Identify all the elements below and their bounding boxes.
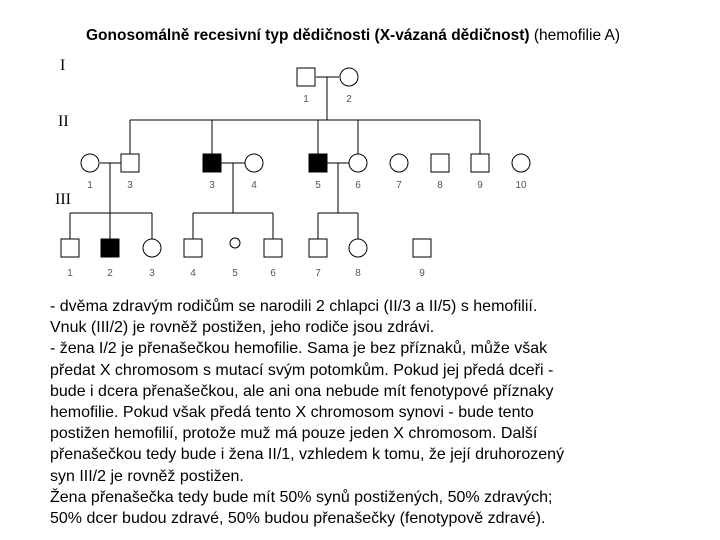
individual-number: 8	[437, 180, 443, 191]
unaffected-male-symbol	[297, 68, 315, 86]
individual-number: 5	[315, 180, 321, 191]
generation-label-1: I	[60, 57, 66, 74]
text-line: předat X chromosom s mutací svým potomkům. Pokud jej předá dceři -	[50, 361, 554, 379]
text-line: postižen hemofilií, protože muž má pouze jeden X chromosom. Další	[50, 425, 538, 443]
individual-number: 4	[190, 268, 196, 279]
unaffected-male-symbol	[184, 239, 202, 257]
individual-number: 1	[87, 180, 93, 191]
individual-number: 5	[232, 268, 238, 279]
individual-number: 3	[149, 268, 155, 279]
text-line: hemofilie. Pokud však předá tento X chromosom synovi - bude tento	[50, 404, 534, 422]
unaffected-male-symbol	[471, 154, 489, 172]
generation-label-3: III	[55, 191, 71, 208]
individual-number: 8	[355, 268, 361, 279]
unaffected-female-symbol	[349, 154, 367, 172]
individual-number: 4	[251, 180, 257, 191]
text-line: bude i dcera přenašečkou, ale ani ona nebude mít fenotypové příznaky	[50, 382, 554, 400]
affected-male-symbol	[101, 239, 119, 257]
pedigree-symbols	[61, 68, 530, 279]
text-line: 50% dcer budou zdravé, 50% budou přenašečky (fenotypově zdravé).	[50, 510, 546, 528]
unaffected-female-symbol	[512, 154, 530, 172]
unaffected-male-symbol	[61, 239, 79, 257]
unaffected-male-symbol	[413, 239, 431, 257]
individual-number: 10	[515, 180, 527, 191]
individual-number: 6	[270, 268, 276, 279]
generation-label-2: II	[58, 113, 69, 130]
title-main: Gonosomálně recesivní typ dědičnosti (X-vázaná dědičnost)	[85, 27, 530, 44]
affected-male-symbol	[203, 154, 221, 172]
explanation-text	[50, 296, 710, 529]
unaffected-male-symbol	[431, 154, 449, 172]
unaffected-male-symbol	[309, 239, 327, 257]
individual-number: 2	[346, 94, 352, 105]
unaffected-female-symbol	[390, 154, 408, 172]
unaffected-female-symbol	[143, 239, 161, 257]
unaffected-female-symbol	[245, 154, 263, 172]
individual-number: 1	[67, 268, 73, 279]
unaffected-female-symbol	[340, 68, 358, 86]
text-line: přenašečkou tedy bude i žena II/1, vzhledem k tomu, že její druhorozený	[50, 446, 565, 464]
individual-number: 3	[209, 180, 215, 191]
affected-male-symbol	[309, 154, 327, 172]
text-line: Žena přenašečka tedy bude mít 50% synů postižených, 50% zdravých;	[50, 488, 553, 506]
title-sub: (hemofilie A)	[529, 27, 621, 44]
individual-number: 6	[355, 180, 361, 191]
individual-number: 3	[127, 180, 133, 191]
individual-number: 2	[107, 268, 113, 279]
text-line: Vnuk (III/2) je rovněž postižen, jeho rodiče jsou zdrávi.	[50, 319, 435, 337]
text-line: - žena I/2 je přenašečkou hemofilie. Sama je bez příznaků, může však	[50, 340, 548, 358]
unaffected-female-symbol	[81, 154, 99, 172]
individual-number: 7	[396, 180, 402, 191]
individual-number: 1	[303, 94, 309, 105]
unaffected-male-symbol	[121, 154, 139, 172]
unaffected-male-symbol	[264, 239, 282, 257]
individual-number: 7	[315, 268, 321, 279]
text-line: syn III/2 je rovněž postižen.	[50, 467, 244, 485]
individual-number: 9	[419, 268, 425, 279]
unaffected-female-symbol	[349, 239, 367, 257]
individual-number: 9	[477, 180, 483, 191]
unaffected-female-symbol	[230, 238, 240, 248]
text-line: - dvěma zdravým rodičům se narodili 2 chlapci (II/3 a II/5) s hemofilií.	[50, 298, 538, 315]
